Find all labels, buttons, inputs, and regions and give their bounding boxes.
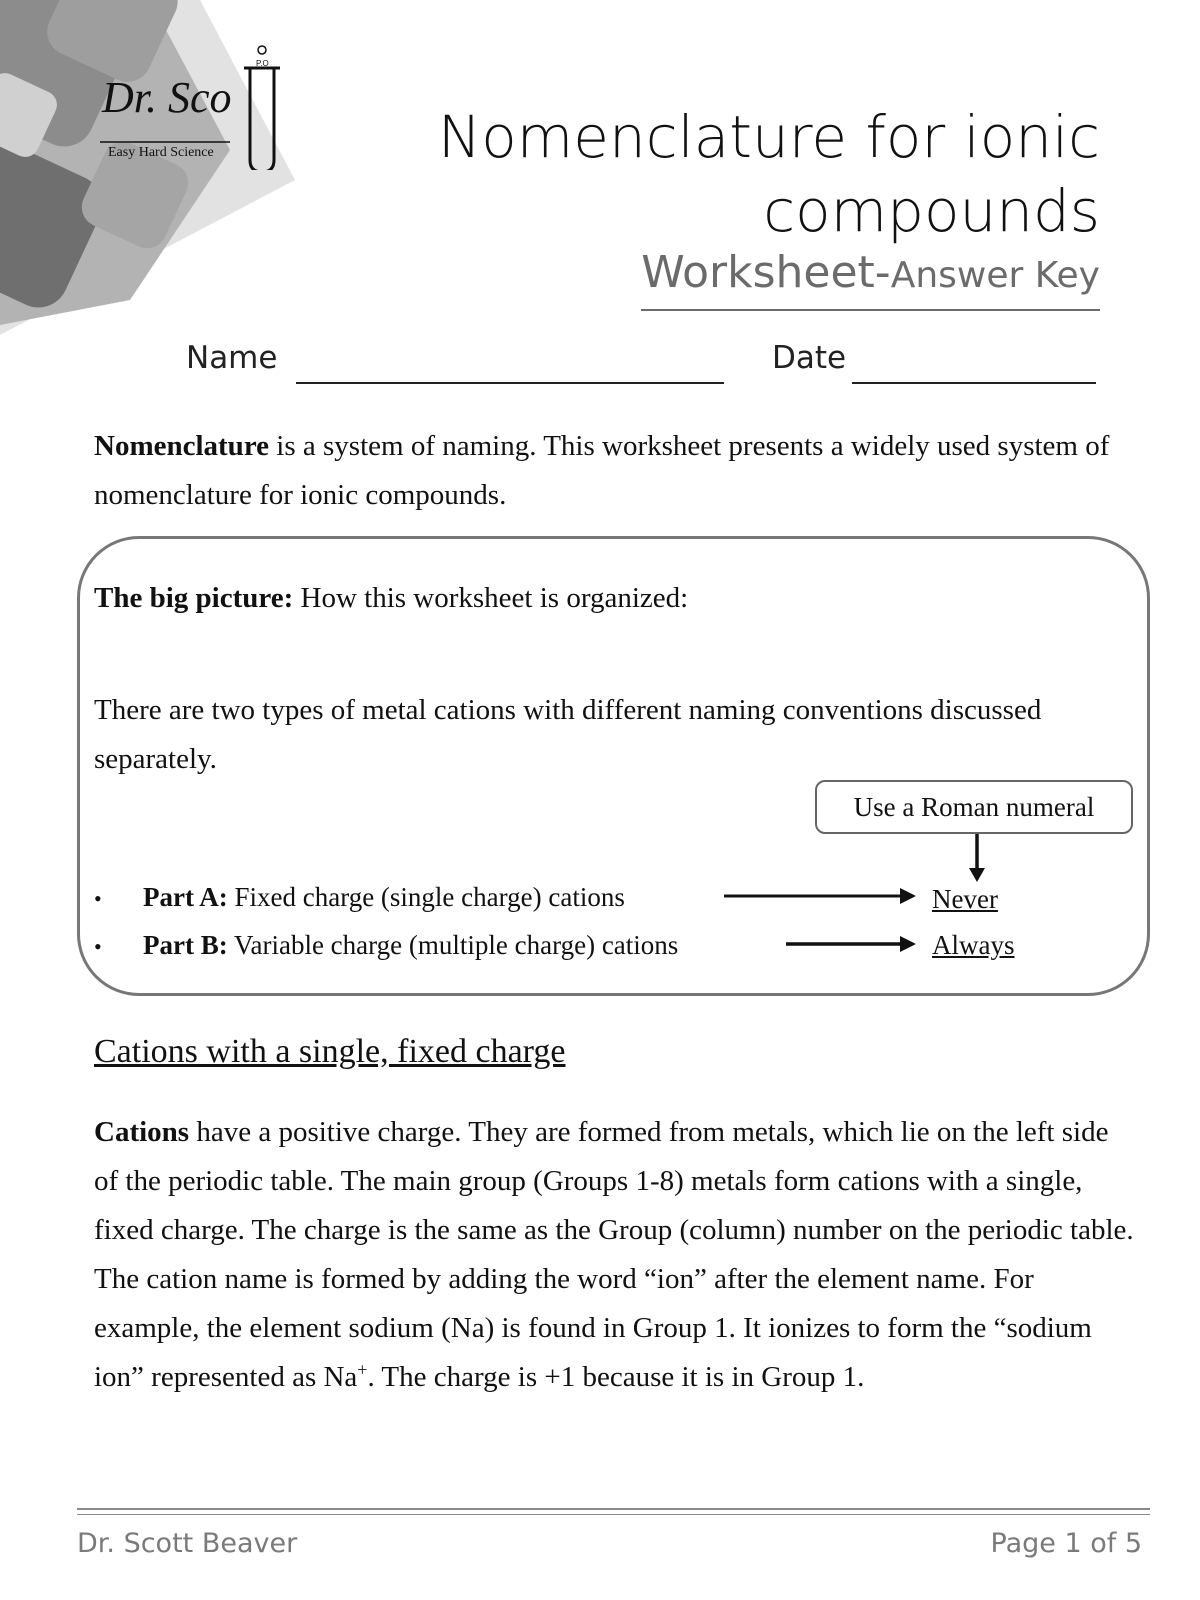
section-heading: Cations with a single, fixed charge xyxy=(94,1033,566,1070)
dr-scott-logo xyxy=(100,40,290,170)
intro-paragraph xyxy=(94,422,1134,520)
footer-divider xyxy=(77,1508,1150,1510)
bullet-part-a: • xyxy=(94,886,102,911)
part-a-description: Fixed charge (single charge) cations xyxy=(227,882,625,912)
cations-text-2: . The charge is +1 because it is in Group 1. xyxy=(367,1361,865,1393)
subtitle-answer-key: Answer Key xyxy=(890,255,1100,296)
title-line-2: compounds xyxy=(763,177,1100,245)
big-picture-description: There are two types of metal cations with different naming conventions discussed separately. xyxy=(94,694,1042,775)
big-picture-heading-rest: How this worksheet is organized: xyxy=(293,582,689,614)
big-picture-heading xyxy=(94,574,1134,623)
arrow-right-icon xyxy=(786,932,918,956)
part-a-text xyxy=(143,880,625,914)
cations-text-1: have a positive charge. They are formed from metals, which lie on the left side of the periodic table. The main group (Groups 1-8) metals form cations with a single, fixed charge. The charge is the same as the Group (column) number on the periodic table. The cation name is formed by adding the word “ion” after the element name. For example, the element sodium (Na) is found in Group 1. It ionizes to form the “sodium ion” represented as Na xyxy=(94,1116,1134,1393)
date-field[interactable] xyxy=(852,382,1096,384)
intro-term: Nomenclature xyxy=(94,430,270,462)
intro-text: is a system of naming. This worksheet presents a widely used system of nomenclature for ionic compounds. xyxy=(94,430,1110,511)
page-subtitle xyxy=(641,248,1100,311)
title-line-1: Nomenclature for ionic xyxy=(437,103,1100,171)
logo-tube-letters: P.O xyxy=(256,59,269,68)
cations-term: Cations xyxy=(94,1116,190,1148)
footer-author: Dr. Scott Beaver xyxy=(77,1528,298,1559)
roman-numeral-callout: Use a Roman numeral xyxy=(815,780,1133,834)
footer-divider-thin xyxy=(77,1514,1150,1515)
logo-tagline: Easy Hard Science xyxy=(108,145,214,160)
ion-charge-superscript: + xyxy=(357,1359,368,1380)
cations-paragraph xyxy=(94,1108,1134,1402)
logo-monogram: Dr. Sco xyxy=(102,73,232,122)
part-b-answer: Always xyxy=(932,930,1015,960)
test-tube-icon xyxy=(244,46,280,170)
part-a-answer: Never xyxy=(932,884,998,914)
part-b-label: Part B: xyxy=(143,930,228,960)
down-arrow-icon xyxy=(962,834,992,884)
name-field[interactable] xyxy=(296,382,724,384)
big-picture-heading-bold: The big picture: xyxy=(94,582,294,614)
footer-page-number: Page 1 of 5 xyxy=(990,1528,1142,1559)
part-b-text xyxy=(143,928,678,962)
bullet-part-b: • xyxy=(94,934,102,959)
subtitle-worksheet: Worksheet- xyxy=(641,247,891,298)
part-a-label: Part A: xyxy=(143,882,228,912)
arrow-right-icon xyxy=(724,884,918,908)
page-title xyxy=(400,100,1100,248)
date-label: Date xyxy=(772,340,847,376)
name-label: Name xyxy=(186,340,278,376)
part-b-description: Variable charge (multiple charge) cations xyxy=(227,930,679,960)
